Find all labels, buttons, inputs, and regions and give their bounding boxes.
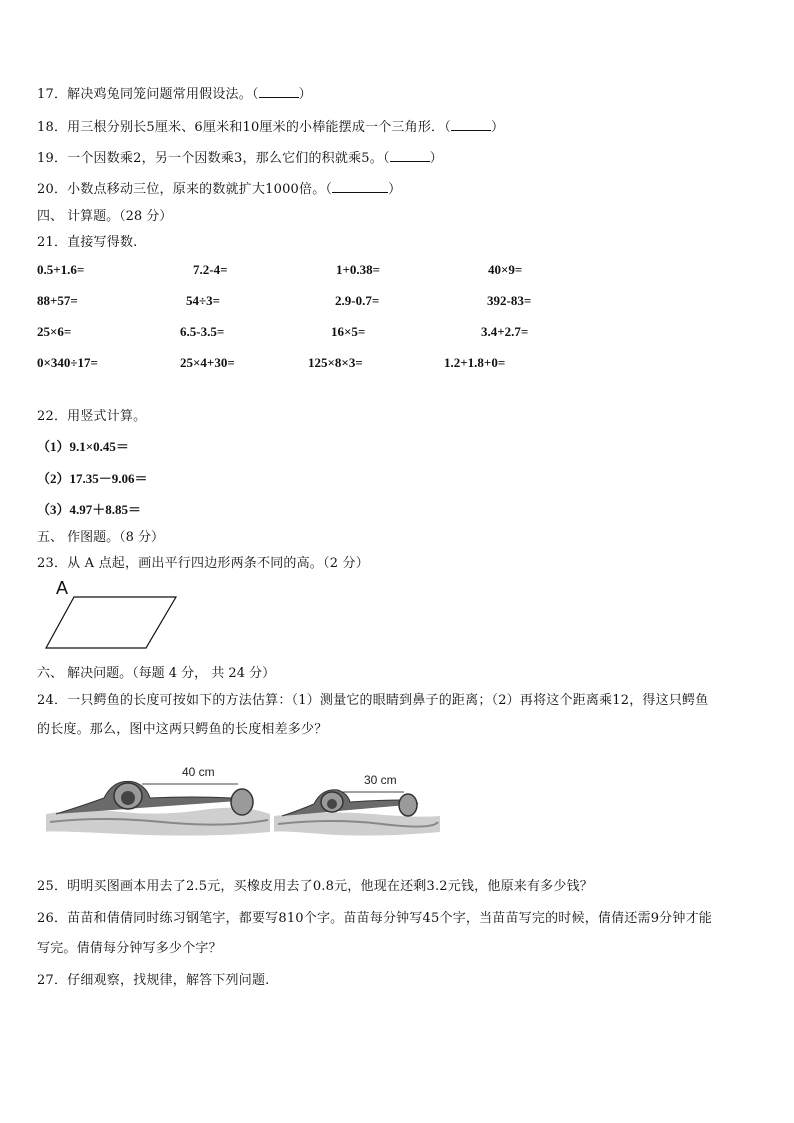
question-22-title: 22．用竖式计算。 (37, 409, 147, 424)
question-23-text: 23．从 A 点起，画出平行四边形两条不同的高。（2 分） (37, 556, 369, 571)
question-17 (37, 83, 312, 102)
question-17-text: 17．解决鸡兔同笼问题常用假设法。（ (37, 87, 259, 102)
vertical-calc-2: （2）17.35－9.06＝ (37, 471, 148, 486)
calc-item: 0.5+1.6= (37, 262, 85, 277)
crocodile-2-label: 30 cm (364, 773, 397, 787)
answer-blank-20[interactable] (332, 180, 388, 193)
water-shape (274, 812, 440, 835)
calc-item: 2.9-0.7= (335, 293, 380, 308)
calc-item: 0×340÷17= (37, 355, 98, 370)
vertical-calc-3: （3）4.97＋8.85＝ (37, 502, 142, 517)
vertical-calc-1: （1）9.1×0.45＝ (37, 439, 129, 454)
answer-blank-17[interactable] (259, 85, 299, 98)
question-25-text: 25．明明买图画本用去了2.5元，买橡皮用去了0.8元，他现在还剩3.2元钱，他原来有多少钱？ (37, 879, 593, 894)
calc-item: 7.2-4= (193, 262, 228, 277)
calc-item: 54÷3= (186, 293, 221, 308)
calc-item: 25×6= (37, 324, 72, 339)
calc-item: 1.2+1.8+0= (444, 355, 506, 370)
calc-item: 125×8×3= (308, 355, 363, 370)
calc-item: 1+0.38= (336, 262, 381, 277)
question-27-text: 27．仔细观察，找规律，解答下列问题. (37, 973, 270, 988)
paren-close: ） (388, 182, 402, 197)
crocodile-2-body (282, 790, 418, 816)
calc-item: 6.5-3.5= (180, 324, 225, 339)
question-19 (37, 147, 443, 166)
calc-item: 40×9= (488, 262, 523, 277)
section-6-title: 六、 解决问题。（每题 4 分， 共 24 分） (37, 666, 276, 681)
calc-item: 3.4+2.7= (481, 324, 529, 339)
paren-close: ） (298, 87, 312, 102)
point-a-label: A (56, 578, 69, 598)
question-20-text: 20．小数点移动三位，原来的数就扩大1000倍。（ (37, 182, 333, 197)
calc-item: 392-83= (487, 293, 532, 308)
parallelogram-figure (40, 574, 190, 654)
parallelogram-shape (46, 597, 176, 648)
section-5-title: 五、 作图题。（8 分） (37, 530, 165, 545)
crocodile-1-label: 40 cm (182, 765, 215, 779)
answer-blank-19[interactable] (390, 149, 430, 162)
section-4-title: 四、 计算题。（28 分） (37, 209, 173, 224)
question-26-line-1: 26．苗苗和倩倩同时练习钢笔字，都要写810个字。苗苗每分钟写45个字，当苗苗写完的时候，倩倩还需9分钟才能 (37, 911, 712, 926)
question-18-text: 18．用三根分别长5厘米、6厘米和10厘米的小棒能摆成一个三角形．（ (37, 120, 451, 135)
question-26-line-2: 写完。倩倩每分钟写多少个字？ (37, 941, 222, 956)
question-21-title: 21．直接写得数. (37, 235, 138, 250)
question-20 (37, 178, 401, 197)
calc-item: 88+57= (37, 293, 78, 308)
paren-close: ） (490, 120, 505, 135)
crocodile-figure (42, 752, 442, 852)
crocodile-1-snout (231, 789, 253, 815)
question-24-line-2: 的长度。那么，图中这两只鳄鱼的长度相差多少？ (37, 722, 328, 737)
crocodile-1-pupil (121, 791, 135, 805)
crocodile-2-snout (399, 794, 417, 816)
calc-item: 16×5= (331, 324, 366, 339)
answer-blank-18[interactable] (451, 118, 491, 131)
calc-item: 25×4+30= (180, 355, 235, 370)
question-19-text: 19．一个因数乘2，另一个因数乘3，那么它们的积就乘5。（ (37, 151, 390, 166)
crocodile-2-pupil (327, 799, 337, 809)
question-24-line-1: 24．一只鳄鱼的长度可按如下的方法估算：（1）测量它的眼睛到鼻子的距离；（2）再将这个距离乘12，得这只鳄鱼 (37, 693, 709, 708)
paren-close: ） (429, 151, 443, 166)
question-18 (37, 116, 504, 135)
